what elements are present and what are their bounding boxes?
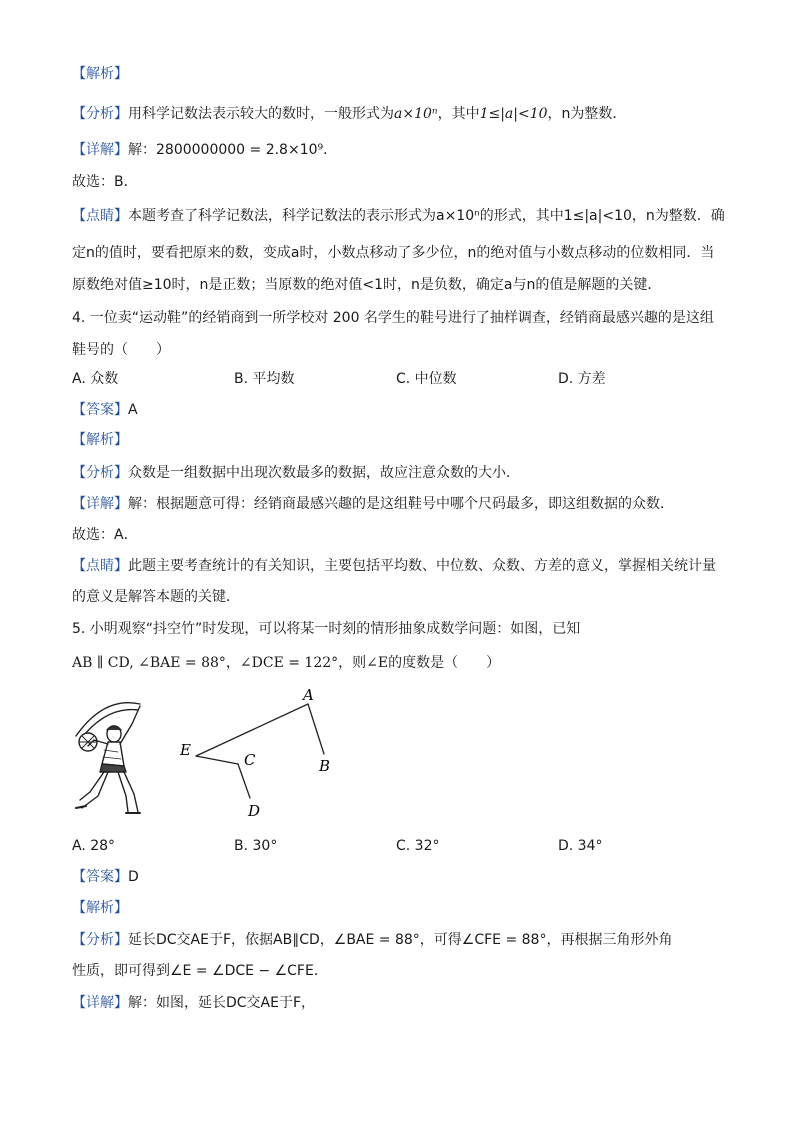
xiangjie-tag: 【详解】 [72, 142, 128, 158]
segment-ec [196, 756, 238, 764]
q4-option-c: C. 中位数 [396, 371, 457, 387]
q4-option-b: B. 平均数 [234, 371, 295, 387]
q4-stem-text-2: 鞋号的（ ） [72, 342, 170, 358]
fenxi-text: 用科学记数法表示较大的数时，一般形式为 [128, 106, 394, 122]
q5-option-c: C. 32° [396, 838, 440, 854]
daan-value: D [128, 869, 139, 885]
fenxi-tag: 【分析】 [72, 106, 128, 122]
q5-stem-line-2 [72, 653, 500, 673]
dianjing-text-2: 的意义是解答本题的关键． [72, 589, 240, 605]
q4-xiangjie-line [72, 494, 674, 514]
jiexi-tag: 【解析】 [72, 66, 128, 82]
fenxi-end: ，n为整数． [547, 106, 627, 122]
q5-fenxi-line-2 [72, 961, 328, 981]
q4-option-a: A. 众数 [72, 371, 119, 387]
fenxi-tag: 【分析】 [72, 932, 128, 948]
q3-dianjing-line-1 [72, 206, 725, 226]
label-c: C [244, 751, 256, 769]
q4-dianjing-line-2 [72, 587, 240, 607]
dianjing-text-3: 原数绝对值≥10时，n是正数；当原数的绝对值<1时，n是负数，确定a与n的值是解题的关键． [72, 277, 662, 293]
dianjing-text-1: 此题主要考查统计的有关知识，主要包括平均数、中位数、众数、方差的意义，掌握相关统计量 [128, 558, 716, 574]
dianjing-text-2: 定n的值时，要看把原来的数，变成a时，小数点移动了多少位，n的绝对值与小数点移动的位数相同．当 [72, 245, 715, 261]
q3-fenxi-line [72, 104, 626, 124]
answer-text: 故选：A． [72, 527, 138, 543]
fenxi-range: 1≤|a|<10 [479, 106, 548, 122]
q5-stem-text-2: AB ∥ CD, ∠BAE = 88°，∠DCE = 122°，则∠E的度数是（ ） [72, 655, 501, 671]
q4-daan-line [72, 400, 138, 420]
q5-stem-text-1: 5. 小明观察“抖空竹”时发现，可以将某一时刻的情形抽象成数学问题：如图，已知 [72, 621, 581, 637]
segment-cd [238, 764, 250, 798]
q4-stem-line-1 [72, 308, 714, 328]
q5-xiangjie-line [72, 993, 315, 1013]
jiexi-tag: 【解析】 [72, 900, 128, 916]
q4-option-d: D. 方差 [558, 371, 606, 387]
answer-text: 故选：B． [72, 174, 138, 190]
q5-fenxi-line-1 [72, 930, 672, 950]
xiangjie-text: 解：根据题意可得：经销商最感兴趣的是这组鞋号中哪个尺码最多，即这组数据的众数． [128, 496, 674, 512]
q5-option-d: D. 34° [558, 838, 603, 854]
q4-fenxi-line [72, 463, 520, 483]
label-d: D [248, 802, 261, 820]
dianjing-tag: 【点睛】 [72, 208, 128, 224]
q3-dianjing-line-3 [72, 275, 661, 295]
q4-stem-text-1: 4. 一位卖“运动鞋”的经销商到一所学校对 200 名学生的鞋号进行了抽样调查，经销商最感兴趣的是这组 [72, 310, 714, 326]
q4-stem-line-2 [72, 340, 170, 360]
q5-jiexi-heading [72, 898, 128, 918]
q4-jiexi-heading [72, 430, 128, 450]
dianjing-text-1: 本题考查了科学记数法，科学记数法的表示形式为a×10ⁿ的形式，其中1≤|a|<10，n为整数．确 [128, 208, 725, 224]
q3-jiexi-heading [72, 64, 128, 84]
segment-ea [196, 704, 308, 756]
xiangjie-text: 解：如图，延长DC交AE于F， [128, 995, 316, 1011]
label-a: A [303, 688, 314, 704]
label-e: E [180, 741, 191, 759]
fenxi-mid: ，其中 [437, 106, 480, 122]
label-b: B [319, 757, 331, 775]
q3-dianjing-line-2 [72, 243, 714, 263]
fenxi-text: 众数是一组数据中出现次数最多的数据，故应注意众数的大小． [128, 465, 520, 481]
daan-tag: 【答案】 [72, 402, 128, 418]
jiexi-tag: 【解析】 [72, 432, 128, 448]
q5-daan-line [72, 867, 139, 887]
segment-ab [308, 704, 324, 754]
xiangjie-text: 解：2800000000 = 2.8×10⁹． [128, 142, 338, 158]
q3-answer-line [72, 172, 138, 192]
q5-option-b: B. 30° [234, 838, 278, 854]
dianjing-tag: 【点睛】 [72, 558, 128, 574]
q5-stem-line-1 [72, 619, 580, 639]
fenxi-formula: a×10ⁿ [394, 106, 438, 122]
fenxi-text-2: 性质，即可得到∠E = ∠DCE − ∠CFE． [72, 963, 328, 979]
diabolo-player-illustration [74, 700, 158, 816]
xiangjie-tag: 【详解】 [72, 995, 128, 1011]
q4-answer-line [72, 525, 138, 545]
q4-dianjing-line-1 [72, 556, 716, 576]
xiangjie-tag: 【详解】 [72, 496, 128, 512]
q5-option-a: A. 28° [72, 838, 116, 854]
geometry-diagram [176, 688, 346, 820]
daan-tag: 【答案】 [72, 869, 128, 885]
fenxi-text-1: 延长DC交AE于F，依据AB∥CD，∠BAE = 88°，可得∠CFE = 88°，再根据三角形外角 [128, 932, 673, 948]
q3-xiangjie-line [72, 140, 337, 160]
daan-value: A [128, 402, 138, 418]
fenxi-tag: 【分析】 [72, 465, 128, 481]
